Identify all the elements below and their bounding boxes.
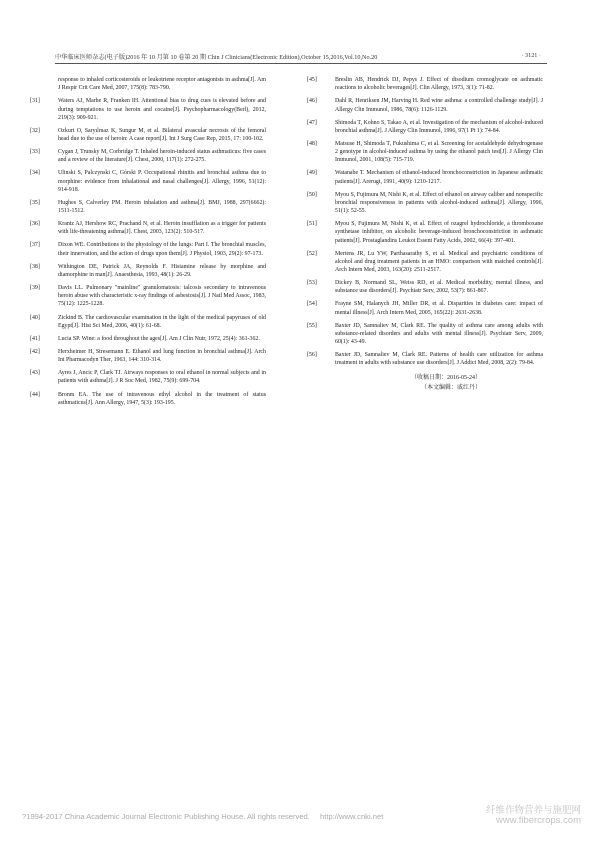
reference-text: Waters AJ, Marhe R, Franken IH. Attentional bias to drug cues is elevated before and during temptations to use heroin and cocaine[J]. Psychopharmacology(Berl), 2012, 219(3): 909-921.: [58, 98, 266, 121]
reference-text: Myou S, Fujimura M, Nishi K, et al. Effect of ozagrel hydrochloride, a thromboxane synthetase inhibitor, on alcoholic beverage-induced bronchoconstriction in asthmatic patients[J]. Prostaglandins Leukot Essent Fatty Acids, 2002, 66(4): 397-401.: [335, 221, 543, 244]
reference-number: [38]: [30, 263, 40, 270]
reference-entry: [307, 169, 543, 185]
reference-entry: [30, 199, 266, 215]
watermark-line-2: www.fibercrops.com: [496, 815, 581, 826]
reference-text: Ayres J, Ancic P, Clark TJ. Airways responses to oral ethanol in normal subjects and in patients with asthma[J]. J R Soc Med, 1982, 75(9): 699-704.: [58, 370, 266, 385]
reference-text: Lucia SP. Wine: a food throughout the ages[J]. Am J Clin Nutr, 1972, 25(4): 361-362.: [58, 335, 260, 342]
reference-text: Herxheimer H, Stresemann E. Ethanol and lung function in bronchial asthma[J]. Arch Int Pharmacodyn Ther, 1963, 144: 310-314.: [58, 348, 266, 364]
reference-text: Bronm EA. The use of intravenous ethyl alcohol in the treatment of status asthmaticus[J]. Ann Allergy, 1947, 5(3): 193-195.: [58, 391, 266, 406]
reference-text: Ulinski S, Palczynski C, Górski P. Occupational rhinitis and bronchial asthma due to morphine: evidence from inhalational and nasal challenges[J]. Allergy, 1996, 51(12): 914-918.: [58, 170, 266, 193]
reference-text: Watanabe T. Mechanism of ethanol-induced bronchoconstriction in Japanese asthmatic patients[J]. Arerugi, 1991, 40(9): 1210-1217.: [335, 170, 543, 185]
reference-entry: [30, 348, 266, 364]
journal-header: 中华临床医师杂志(电子版)2016 年 10 月第 10 卷第 20 期 Chin J Clinicians(Electronic Edition),October 15,2016,Vol.10,No.20: [55, 54, 378, 61]
reference-entry: [307, 322, 543, 347]
reference-number: [37]: [30, 242, 40, 249]
reference-number: [45]: [307, 77, 317, 83]
reference-text: Withington DE, Patrick JA, Reynolds F. Histamine release by morphine and diamorphine in man[J]. Anaesthesia, 1993, 48(1): 26-29.: [58, 263, 266, 278]
reference-text: Shimoda T, Kohno S, Takao A, et al. Investigation of the mechanism of alcohol-induced bronchial asthma[J]. J Allergy Clin Immunol, 1996, 97(1 Pt 1): 74-84.: [335, 119, 543, 134]
reference-entry: [30, 263, 266, 279]
reference-number: [48]: [307, 140, 317, 147]
reference-number: [56]: [307, 352, 317, 359]
reference-number: [33]: [30, 149, 40, 156]
reference-entry: [30, 127, 266, 143]
reference-entry: [307, 140, 543, 165]
reference-number: [46]: [307, 98, 317, 105]
reference-number: [34]: [30, 170, 40, 177]
reference-entry: [307, 119, 543, 135]
reference-entry: [30, 97, 266, 122]
reference-entry: [30, 220, 266, 236]
reference-text: Zickind B. The cardiovascular examination in the light of the medical papyruses of old Egypt[J]. Hist Sci Med, 2006, 40(1): 61-68.: [58, 314, 266, 329]
reference-entry: [307, 97, 543, 113]
reference-text: Matsuse H, Shimoda T, Fukushima C, et al. Screening for acetaldehyde dehydrogenase 2 genotype in alcohol-induced asthma by using the ethanol patch test[J]. J Allergy Clin Immunol, 2001, 108(5): 715-719.: [335, 140, 543, 164]
reference-entry: [30, 76, 266, 92]
copyright-text: ?1994-2017 China Academic Journal Electronic Publishing House. All rights reserved.: [22, 812, 310, 821]
reference-entry: [307, 220, 543, 245]
reference-number: [47]: [307, 119, 317, 126]
reference-number: [53]: [307, 280, 317, 287]
reference-text: Hughes S, Calverley PM. Heroin inhalation and asthma[J]. BMJ, 1988, 297(6662): 1511-1512.: [58, 199, 266, 215]
watermark-line-1: 纤维作物营养与施肥网: [485, 805, 581, 816]
reference-text: response to inhaled corticosteroids or leukotriene receptor antagonists in asthma[J]. Am J Respir Crit Care Med, 2007, 175(8): 783-790.: [58, 77, 266, 92]
reference-column-right: [307, 76, 543, 393]
reference-text: Cygan J, Trunsky M, Corbridge T. Inhaled heroin-induced status asthmaticus: five cases and a review of the literature[J]. Chest, 2000, 117(1): 272-275.: [58, 149, 266, 164]
reference-number: [50]: [307, 191, 317, 198]
reference-number: [31]: [30, 98, 40, 105]
copyright-footer: [22, 812, 383, 821]
reference-text: Dickey B, Normand SL, Weiss RD, et al. Medical morbidity, mental illness, and substance use disorders[J]. Psychiatr Serv, 2002, 53(7): 861-867.: [335, 280, 543, 295]
reference-number: [42]: [30, 348, 40, 355]
reference-number: [52]: [307, 250, 317, 257]
reference-number: [40]: [30, 314, 40, 321]
running-header: [55, 52, 547, 64]
reference-entry: [30, 148, 266, 164]
reference-number: [49]: [307, 170, 317, 177]
reference-number: [43]: [30, 370, 40, 377]
reference-entry: [307, 300, 543, 316]
reference-entry: [30, 335, 266, 343]
received-date: （收稿日期：2016-05-24）: [411, 374, 481, 381]
reference-text: Krantz AJ, Hershow RC, Prachand N, et al. Heroin insufflation as a trigger for patients with life-threatening asthma[J]. Chest, 2003, 123(2): 510-517.: [58, 221, 266, 236]
reference-column-left: [30, 76, 266, 412]
reference-text: Frayne SM, Halanych JH, Miller DR, et al. Disparities in diabetes care: impact of mental illness[J]. Arch Intern Med, 2005, 165(22): 2631-2638.: [335, 301, 543, 316]
reference-entry: [307, 76, 543, 92]
reference-number: [54]: [307, 301, 317, 308]
reference-entry: [307, 279, 543, 295]
reference-entry: [30, 314, 266, 330]
article-dates: [307, 373, 543, 393]
reference-text: Baxter JD, Samnaliev M, Clark RE. Patterns of health care utilization for asthma treatment in adults with substance use disorders[J]. J Addict Med, 2008, 2(2): 79-84.: [335, 352, 543, 367]
reference-entry: [307, 250, 543, 275]
reference-text: Breslin AB, Hendrick DJ, Pepys J. Effect of disodium cromoglycate on asthmatic reactions to alcoholic beverages[J]. Clin Allergy, 1973, 3(1): 71-82.: [335, 77, 543, 92]
reference-number: [51]: [307, 221, 317, 228]
reference-text: Dahl R, Henriksen JM, Harving H. Red wine asthma: a controlled challenge study[J]. J Allergy Clin Immunol, 1986, 78(6): 1126-1129.: [335, 98, 543, 113]
reference-number: [35]: [30, 199, 40, 206]
page-number: · 3121 ·: [521, 52, 541, 59]
editor-credit: （本文编辑：戚红丹）: [420, 384, 481, 391]
reference-entry: [30, 369, 266, 385]
reference-entry: [30, 241, 266, 257]
reference-entry: [30, 169, 266, 194]
reference-number: [36]: [30, 221, 40, 228]
reference-number: [32]: [30, 127, 40, 134]
reference-number: [39]: [30, 285, 40, 292]
reference-text: Ozkurt O, Saryılmaz K, Sungur M, et al. Bilateral avascular necrosis of the femoral head due to the use of heroin: A case report[J]. Int J Surg Case Rep, 2015, 17: 100-102.: [58, 127, 266, 142]
reference-entry: [30, 284, 266, 309]
reference-text: Mertens JR, Lu YW, Parthasarathy S, et al. Medical and psychiatric conditions of alcohol and drug treatment patients in an HMO: comparison with matched controls[J]. Arch Intern Med, 2003, 163(20): 2511-2517.: [335, 250, 543, 274]
footer-url[interactable]: http://www.cnki.net: [320, 812, 384, 821]
reference-text: Baxter JD, Samnaliev M, Clark RE. The quality of asthma care among adults with substance-related disorders and adults with mental illness[J]. Psychiatr Serv, 2009, 60(1): 43-49.: [335, 322, 543, 346]
reference-entry: [307, 191, 543, 216]
reference-text: Dixon WE. Contributions to the physiology of the lungs: Part I. The bronchial muscles, their innervation, and the action of drugs upon them[J]. J Physiol, 1903, 29(2): 97-173.: [58, 242, 266, 257]
reference-text: Myou S, Fujimura M, Nishi K, et al. Effect of ethanol on airway caliber and nonspecific bronchial responsiveness in patients with alcohol-induced asthma[J]. Allergy, 1996, 51(1): 52-55.: [335, 191, 543, 215]
reference-entry: [307, 351, 543, 367]
reference-number: [41]: [30, 335, 40, 342]
reference-entry: [30, 391, 266, 407]
watermark: [486, 806, 581, 826]
reference-text: Davis LL. Pulmonary "mainline" granulomatosis: talcosis secondary to intravenous heroin abuse with characteristic x-ray findings of asbestosis[J]. J Natl Med Assoc, 1983, 75(12): 1225-1228.: [58, 285, 266, 308]
reference-number: [44]: [30, 391, 40, 398]
reference-number: [55]: [307, 322, 317, 329]
